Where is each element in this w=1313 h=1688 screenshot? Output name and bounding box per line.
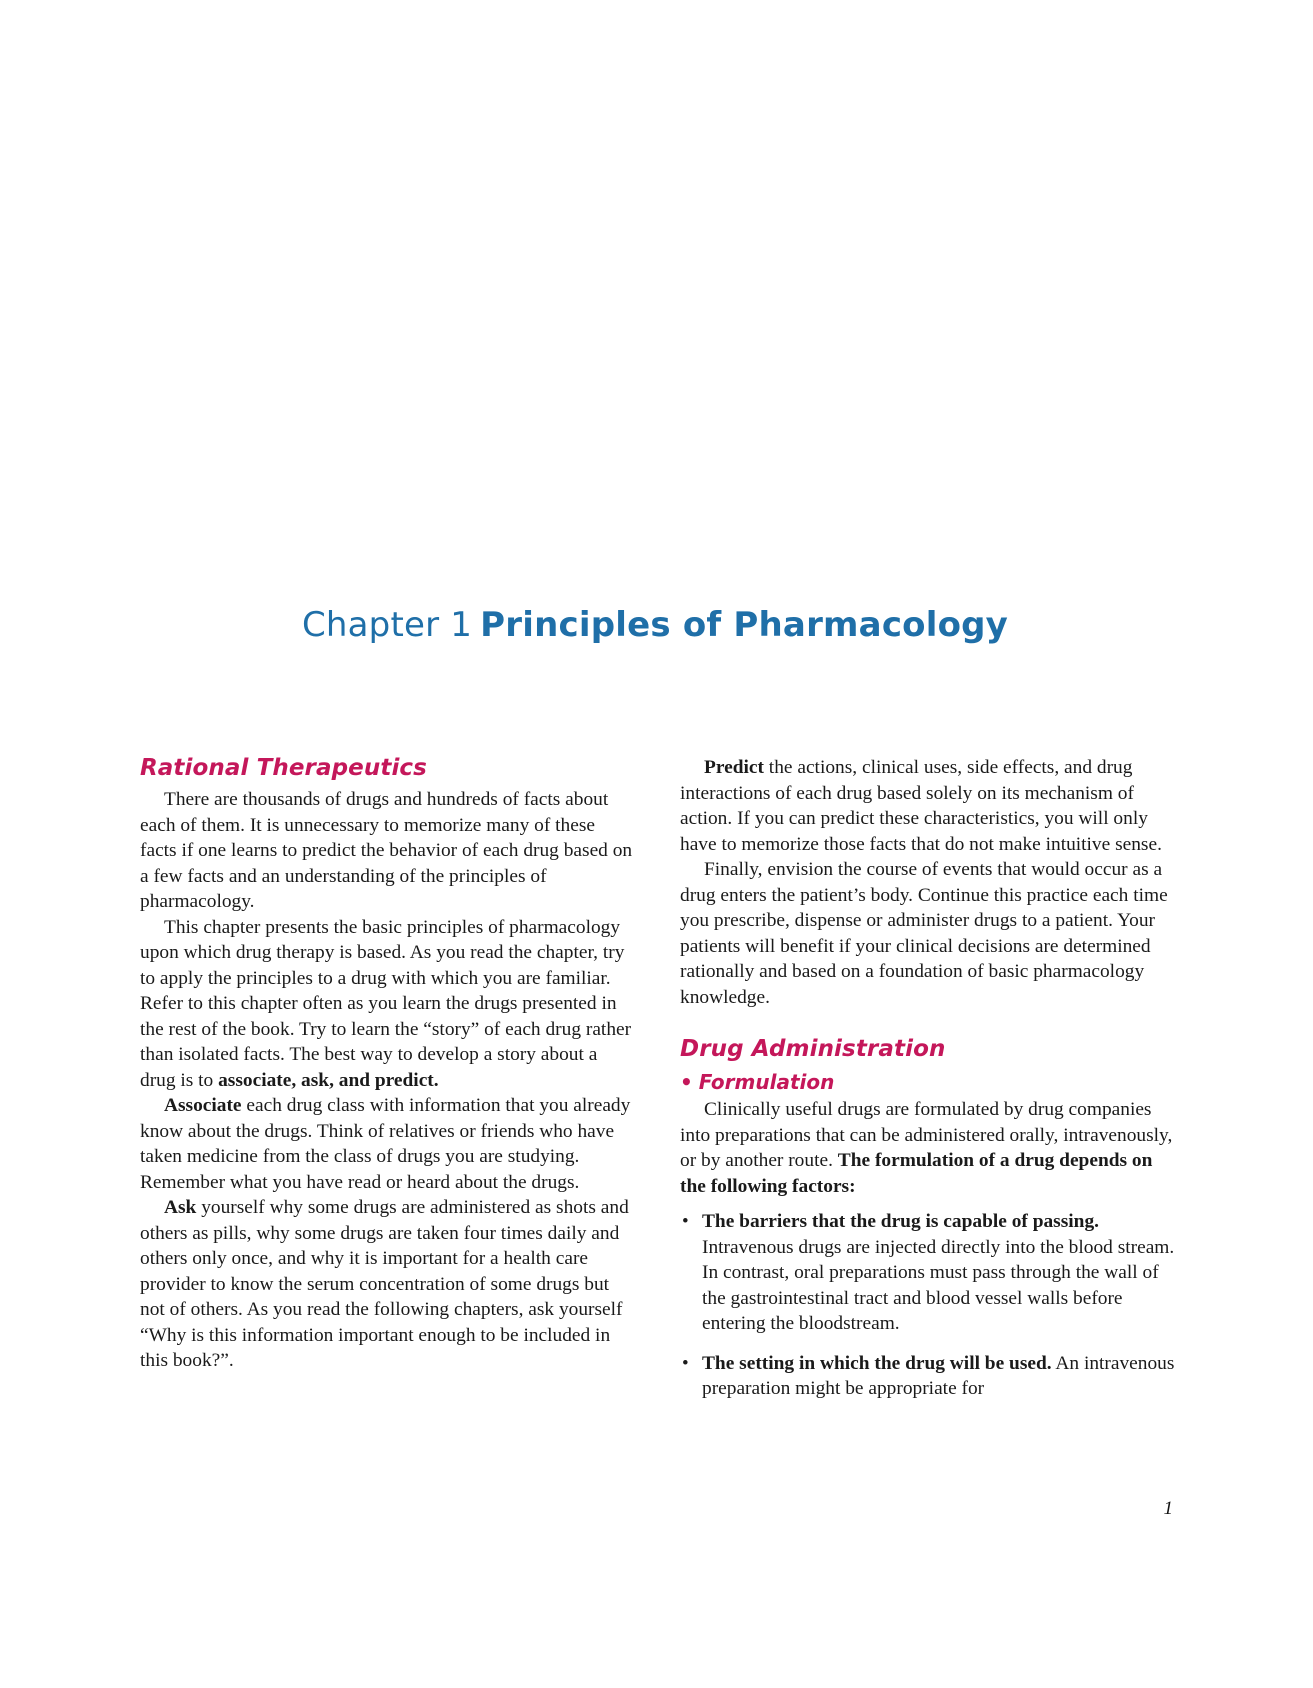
chapter-label: Chapter 1 xyxy=(301,605,473,645)
bullet-icon: • xyxy=(680,1070,693,1094)
list-item xyxy=(680,1209,1175,1337)
paragraph-associate xyxy=(140,1093,635,1195)
ask-lead-in: Ask xyxy=(164,1197,197,1218)
section-spacer xyxy=(680,1010,1175,1036)
subsection-heading-formulation xyxy=(680,1070,1175,1094)
list-item-lead-in: The barriers that the drug is capable of passing. xyxy=(702,1211,1099,1232)
two-column-body xyxy=(140,755,1175,1455)
paragraph-intro: There are thousands of drugs and hundreds of facts about each of them. It is unnecessary to memorize many of these facts if one learns to predict the behavior of each drug based on a few facts and an understanding of the principles of pharmacology. xyxy=(140,789,633,912)
paragraph-chapter-overview xyxy=(140,915,635,1094)
associate-body-text: each drug class with information that you already know about the drugs. Think of relatives or friends who have taken medicine from the class of drugs you are studying. Remember what you have read or heard about the drugs. xyxy=(140,1095,631,1193)
associate-lead-in: Associate xyxy=(164,1095,242,1116)
formulation-emphasis: The formulation of a drug depends on the following factors: xyxy=(680,1150,1153,1197)
list-item-text: An intravenous preparation might be appropriate for xyxy=(702,1352,1175,1399)
formulation-body-text: Clinically useful drugs are formulated by drug companies into preparations that can be administered orally, intravenously, or by another route. xyxy=(680,1099,1173,1171)
paragraph-formulation xyxy=(680,1097,1175,1199)
list-item-text: Intravenous drugs are injected directly into the blood stream. In contrast, oral preparations must pass through the wall of the gastrointestinal tract and blood vessel walls before entering the bloodstream. xyxy=(702,1236,1175,1334)
subsection-heading-label: Formulation xyxy=(698,1070,835,1094)
paragraph-ask xyxy=(140,1195,635,1374)
page-number: 1 xyxy=(1163,1498,1173,1519)
paragraph-predict xyxy=(680,755,1175,857)
section-heading-rational-therapeutics: Rational Therapeutics xyxy=(140,755,427,781)
left-column xyxy=(140,755,635,1374)
section-heading-drug-administration: Drug Administration xyxy=(680,1036,946,1062)
predict-lead-in: Predict xyxy=(704,757,764,778)
chapter-name: Principles of Pharmacology xyxy=(480,605,1009,645)
ask-body-text: yourself why some drugs are administered as shots and others as pills, why some drugs are taken four times daily and others only once, and why it is important for a health care provider to know the serum concentration of some drugs but not of others. As you read the following chapters, ask yourself “Why is this information important enough to be included in this book?”. xyxy=(140,1197,629,1371)
page-title xyxy=(140,605,1170,645)
right-column xyxy=(680,755,1175,1416)
paragraph-chapter-overview-emphasis: associate, ask, and predict. xyxy=(218,1069,439,1091)
paragraph-chapter-overview-text: This chapter presents the basic principles of pharmacology upon which drug therapy is based. As you read the chapter, try to apply the principles to a drug with which you are familiar. Refer to this chapter often as you learn the drugs presented in the rest of the book. Try to learn the “story” of each drug rather than isolated facts. The best way to develop a story about a drug is to xyxy=(140,916,632,1091)
paragraph-envision: Finally, envision the course of events that would occur as a drug enters the patient’s body. Continue this practice each time you prescribe, dispense or administer drugs to a patient. Your patients will benefit if your clinical decisions are determined rationally and based on a foundation of basic pharmacology knowledge. xyxy=(680,859,1168,1008)
predict-body-text: the actions, clinical uses, side effects, and drug interactions of each drug based solely on its mechanism of action. If you can predict these characteristics, you will only have to memorize those facts that do not make intuitive sense. xyxy=(680,757,1162,855)
list-item xyxy=(680,1351,1175,1402)
formulation-factor-list xyxy=(680,1209,1175,1402)
list-item-lead-in: The setting in which the drug will be used. xyxy=(702,1352,1052,1374)
